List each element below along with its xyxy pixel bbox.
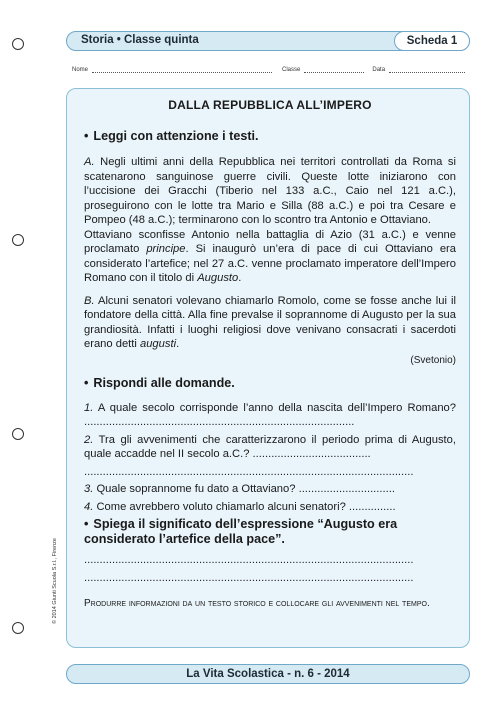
answer-line-q2[interactable]: .......................................................................................................... xyxy=(84,465,414,478)
question-3[interactable] xyxy=(84,482,456,497)
answer-line-1[interactable]: .......................................................................................................... xyxy=(84,554,414,566)
text-a-principe: principe xyxy=(146,243,186,255)
footer-band: La Vita Scolastica - n. 6 - 2014 xyxy=(66,664,470,684)
text-b-body: Alcuni senatori volevano chiamarlo Romolo, come se fosse anche lui il fondatore della città. Alla fine prevalse il soprannome di Augusto per la sua grandiosità. Infatti i luoghi religiosi dove venivano consacrati i sacerdoti erano detti xyxy=(84,294,456,350)
text-b-letter: B. xyxy=(84,294,95,307)
question-2-text: Tra gli avvenimenti che caratterizzarono il periodo prima di Augusto, quale accadde nel II secolo a.C.? ...................................... xyxy=(84,433,456,460)
question-4-number: 4. xyxy=(84,500,94,513)
header-title: Storia • Classe quinta xyxy=(81,34,199,46)
question-1-number: 1. xyxy=(84,401,94,414)
bullet-icon: • xyxy=(84,128,89,143)
question-2-number: 2. xyxy=(84,433,94,446)
binder-hole-1 xyxy=(12,38,24,50)
learning-objective: Produrre informazioni da un testo storico e collocare gli avvenimenti nel tempo. xyxy=(84,598,430,609)
question-3-number: 3. xyxy=(84,483,94,495)
question-2[interactable] xyxy=(84,433,456,462)
binder-hole-3 xyxy=(12,428,24,440)
binder-hole-4 xyxy=(12,622,24,634)
bullet-icon: • xyxy=(84,517,89,531)
classe-field[interactable] xyxy=(304,66,364,73)
text-a-augusto: Augusto xyxy=(197,272,239,284)
copyright-credit: © 2014 Giunti Scuola S.r.l., Firenze xyxy=(52,538,58,624)
text-a-letter: A. xyxy=(84,156,95,168)
header-band xyxy=(66,31,470,51)
question-1-text: A quale secolo corrisponde l’anno della nascita dell’Impero Romano? ....................................................................................... xyxy=(84,401,456,428)
question-4-text: Come avrebbero voluto chiamarlo alcuni senatori? ............... xyxy=(93,500,396,513)
scheda-label: Scheda 1 xyxy=(394,31,470,51)
worksheet-title: DALLA REPUBBLICA ALL’IMPERO xyxy=(168,98,372,112)
section-answer xyxy=(84,376,456,391)
text-b-augusti: augusti xyxy=(139,338,177,350)
question-4[interactable] xyxy=(84,500,456,515)
classe-label: Classe xyxy=(282,67,301,73)
section-explain xyxy=(84,517,456,547)
text-b-body-2: . xyxy=(176,338,180,350)
text-a-body: Negli ultimi anni della Repubblica nei territori controllati da Roma si scatenarono sanguinose guerre civili. Queste lotte iniziarono con l’uccisione dei Gracchi (Tiberio nel 133 a.C., Caio nel 121 a.C.), proseguirono con le lotte tra Mario e Silla (88 a.C.) e poi tra Cesare e Pompeo (48 a.C.); terminarono con lo scontro tra Antonio e Ottaviano. xyxy=(84,156,456,226)
source-citation: (Svetonio) xyxy=(410,354,456,366)
nome-label: Nome xyxy=(72,67,89,73)
question-1[interactable] xyxy=(84,401,456,430)
student-info-row xyxy=(72,66,470,73)
text-a-body-3: . Si inaugurò un’era di pace di cui Ottaviano era considerato l’artefice; nel 27 a.C. venne proclamato imperatore dell’Impero Romano con il titolo di xyxy=(84,243,457,284)
section-read xyxy=(84,129,456,144)
text-a-paragraph-2 xyxy=(84,228,456,286)
binder-hole-2 xyxy=(12,234,24,246)
text-a-paragraph xyxy=(84,155,456,228)
section-answer-label: Rispondi alle domande. xyxy=(93,376,235,390)
data-label: Data xyxy=(372,67,386,73)
worksheet-content xyxy=(84,92,456,611)
nome-field[interactable] xyxy=(92,66,272,73)
question-3-text: Quale soprannome fu dato a Ottaviano? ............................... xyxy=(93,483,395,495)
section-read-label: Leggi con attenzione i testi. xyxy=(93,128,259,143)
data-field[interactable] xyxy=(389,66,465,73)
text-a-body-2: Ottaviano sconfisse Antonio nella battaglia di Azio (31 a.C.) e venne proclamato xyxy=(84,228,456,255)
text-a-body-4: . xyxy=(238,272,242,284)
section-explain-label: Spiega il significato dell’espressione “Augusto era considerato l’artefice della pace”. xyxy=(84,517,398,546)
text-b-paragraph xyxy=(84,294,456,352)
bullet-icon: • xyxy=(84,376,89,390)
answer-line-2[interactable]: .......................................................................................................... xyxy=(84,571,414,584)
